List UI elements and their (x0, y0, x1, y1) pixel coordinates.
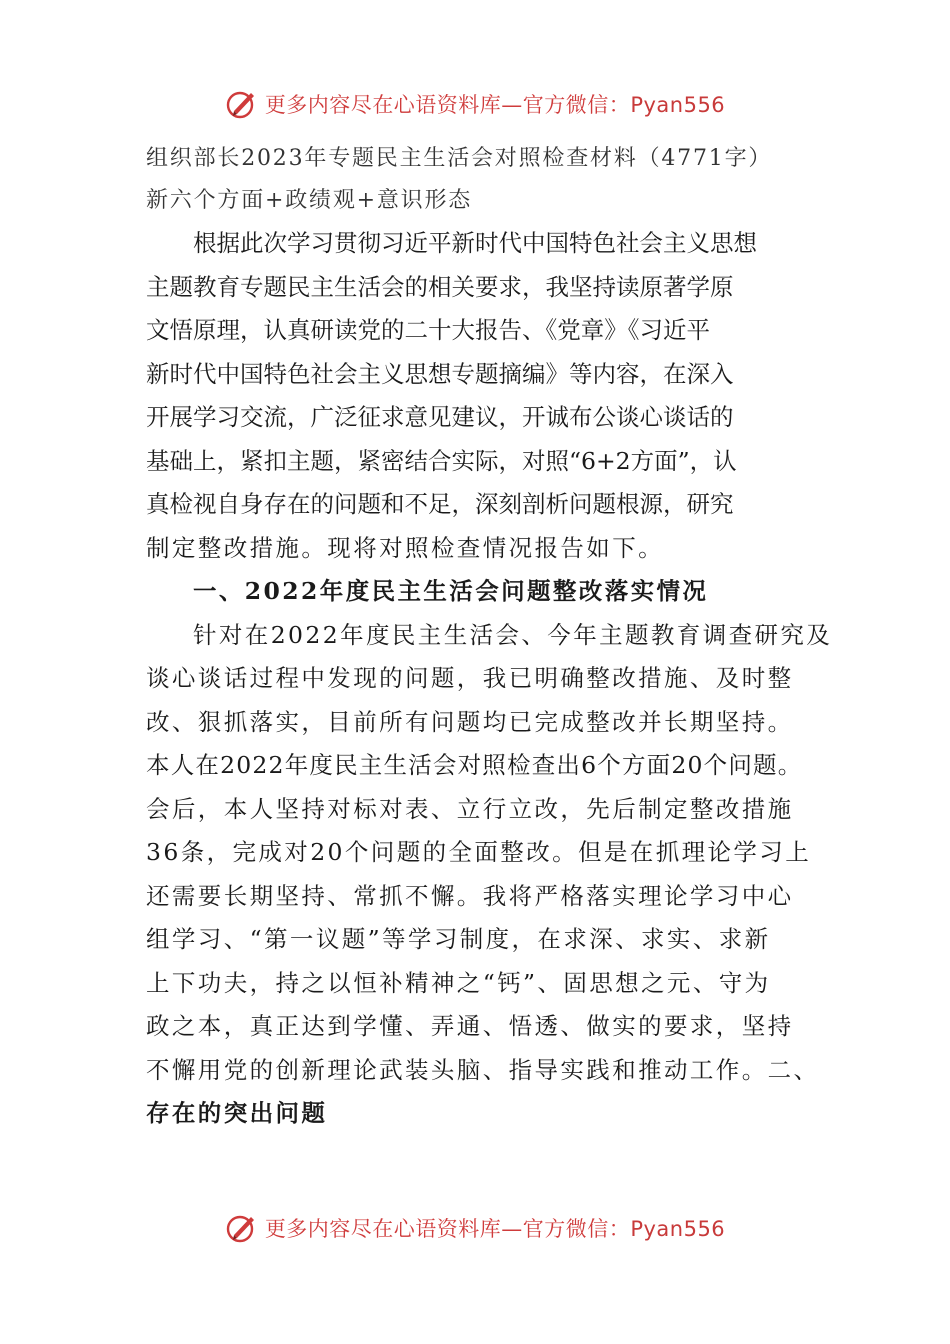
document-title: 组织部长2023年专题民主生活会对照检查材料（4771字） (146, 146, 773, 171)
paragraph-line: 新时代中国特色社会主义思想专题摘编》等内容，在深入 (146, 359, 734, 388)
paragraph-line: 还需要长期坚持、常抓不懈。我将严格落实理论学习中心 (146, 881, 794, 910)
section-heading: 存在的突出问题 (146, 1099, 328, 1127)
document-body (146, 138, 833, 1136)
banner-wechat-handle: Pyan556 (630, 1217, 726, 1241)
paragraph-line: 本人在2022年度民主生活会对照检查出6个方面20个问题。 (146, 751, 803, 779)
paragraph-line: 改、狠抓落实，目前所有问题均已完成整改并长期坚持。 (146, 707, 794, 736)
pen-circle-logo-icon (225, 87, 259, 121)
paragraph-line: 根据此次学习贯彻习近平新时代中国特色社会主义思想 (193, 229, 757, 257)
paragraph-line: 不懈用党的创新理论武装头脑、指导实践和推动工作。二、 (146, 1055, 820, 1084)
section-heading: 一、2022年度民主生活会问题整改落实情况 (193, 577, 709, 605)
banner-text: 更多内容尽在心语资料库—官方微信：Pyan556 (264, 93, 726, 117)
paragraph-line: 政之本，真正达到学懂、弄通、悟透、做实的要求，坚持 (146, 1012, 794, 1040)
paragraph-line: 真检视自身存在的问题和不足，深刻剖析问题根源，研究 (146, 490, 734, 518)
paragraph-line: 主题教育专题民主生活会的相关要求，我坚持读原著学原 (146, 272, 734, 301)
document-subtitle: 新六个方面+政绩观+意识形态 (146, 188, 473, 213)
paragraph-line: 制定整改措施。现将对照检查情况报告如下。 (146, 533, 664, 562)
paragraph-line: 36条，完成对20个问题的全面整改。但是在抓理论学习上 (146, 838, 812, 866)
pen-circle-logo-icon (225, 1211, 259, 1245)
paragraph-line: 开展学习交流，广泛征求意见建议，开诚布公谈心谈话的 (146, 403, 734, 431)
paragraph-line: 组学习、“第一议题”等学习制度，在求深、求实、求新 (146, 925, 771, 953)
banner-text: 更多内容尽在心语资料库—官方微信：Pyan556 (264, 1217, 726, 1241)
paragraph-line: 会后，本人坚持对标对表、立行立改，先后制定整改措施 (146, 794, 794, 823)
header-banner (0, 82, 950, 126)
paragraph-line: 谈心谈话过程中发现的问题，我已明确整改措施、及时整 (146, 664, 794, 692)
paragraph-line: 针对在2022年度民主生活会、今年主题教育调查研究及 (193, 620, 833, 649)
footer-banner (0, 1206, 950, 1250)
paragraph-line: 基础上，紧扣主题，紧密结合实际，对照“6+2方面”，认 (146, 446, 737, 475)
paragraph-line: 上下功夫，持之以恒补精神之“钙”、固思想之元、守为 (146, 968, 771, 997)
banner-wechat-handle: Pyan556 (630, 93, 726, 117)
paragraph-line: 文悟原理，认真研读党的二十大报告、《党章》《习近平 (146, 316, 710, 344)
